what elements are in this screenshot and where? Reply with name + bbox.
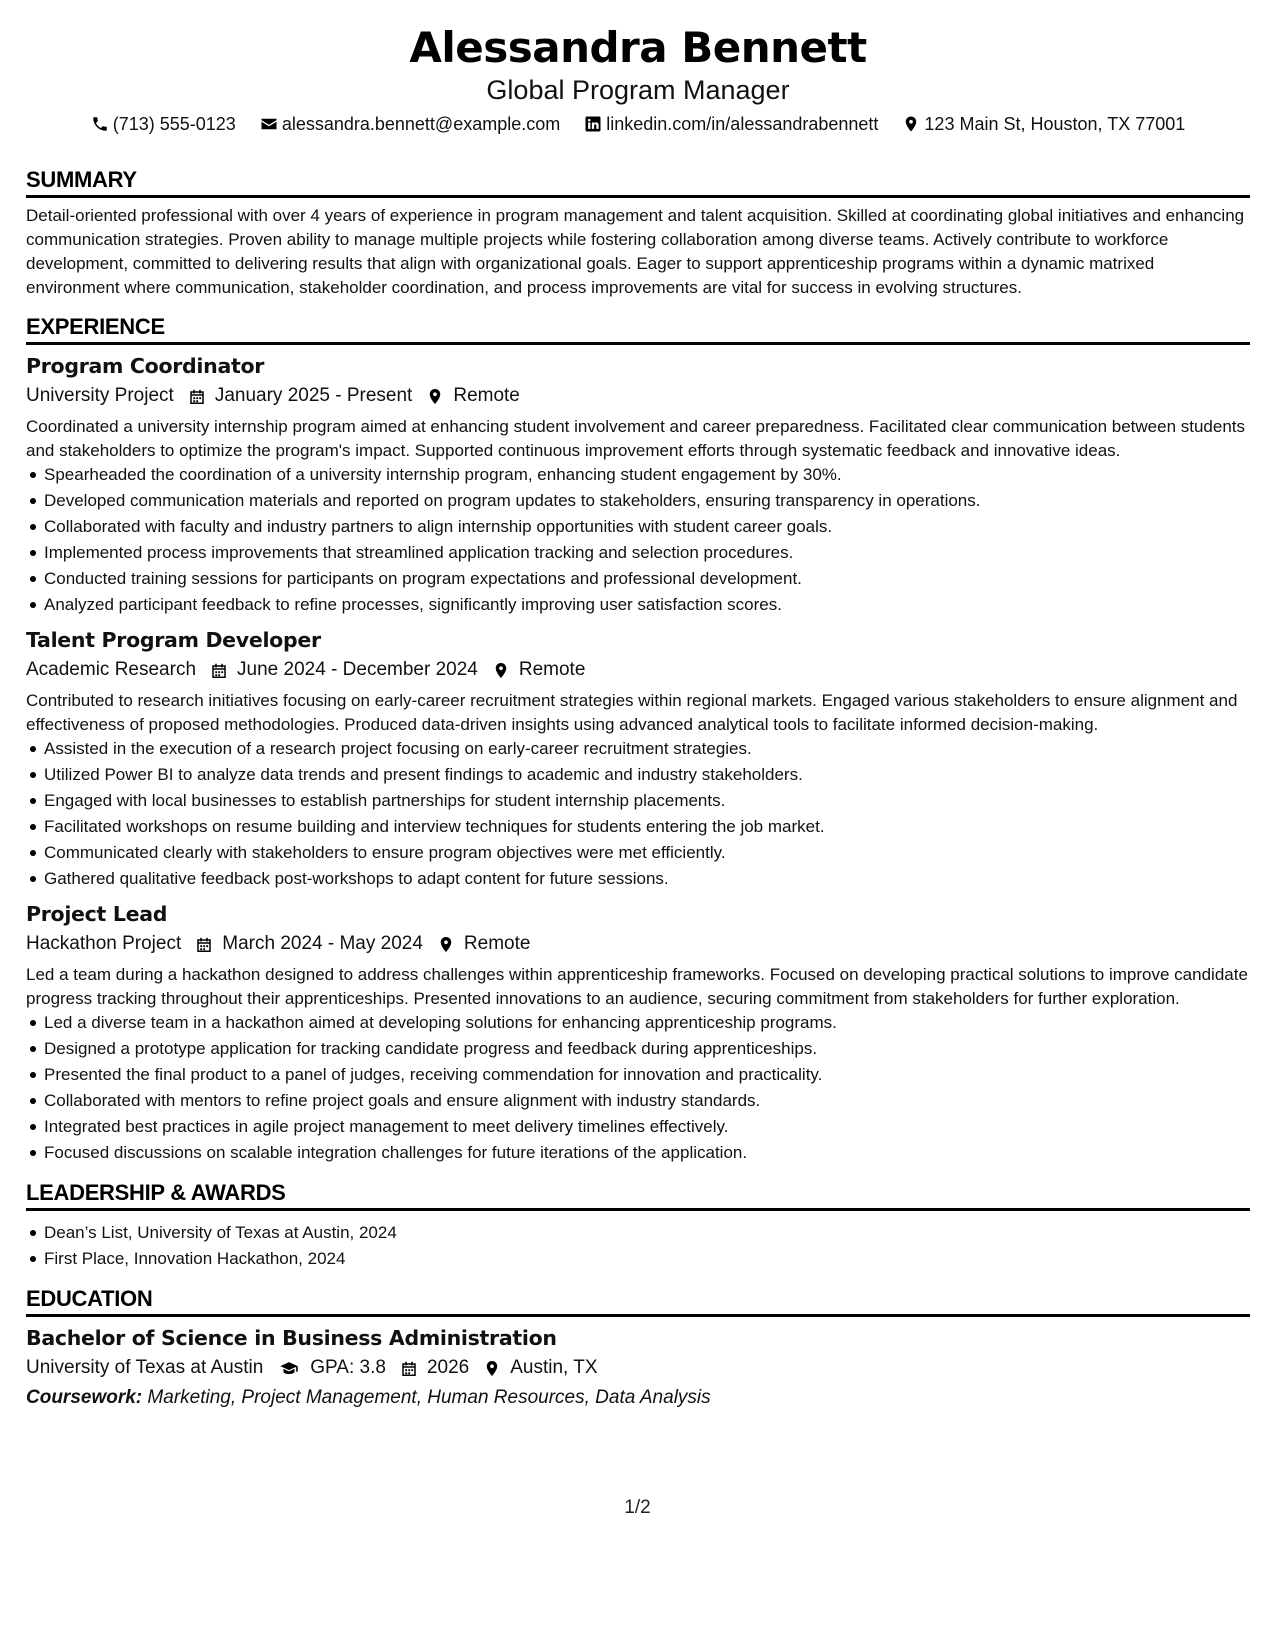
- map-pin-icon: [426, 387, 444, 406]
- awards-heading: LEADERSHIP & AWARDS: [26, 1179, 1250, 1211]
- candidate-title: Global Program Manager: [486, 75, 790, 105]
- job-meta: [26, 929, 1250, 959]
- list-item: Communicated clearly with stakeholders to ensure program objectives were met efficiently.: [26, 840, 1250, 866]
- page-number: 1/2: [624, 1497, 651, 1518]
- map-pin-icon: [902, 115, 920, 133]
- degree-title: Bachelor of Science in Business Administration: [26, 1326, 557, 1350]
- graduation-cap-icon: [277, 1359, 301, 1378]
- coursework-line: [26, 1383, 1250, 1413]
- job-description: Led a team during a hackathon designed to address challenges within apprenticeship frameworks. Focused on developing practical solutions to improve candidate progress tracking throughout their apprenticeships. Presented innovations to an audience, securing commitment from stakeholders for further exploration.: [26, 965, 1248, 1008]
- list-item: Spearheaded the coordination of a university internship program, enhancing student engagement by 30%.: [26, 462, 1250, 488]
- list-item: Designed a prototype application for tracking candidate progress and feedback during apprenticeships.: [26, 1036, 1250, 1062]
- job-location: Remote: [463, 933, 531, 954]
- job-description: Contributed to research initiatives focusing on early-career recruitment strategies within regional markets. Engaged various stakeholders to ensure alignment and effectiveness of proposed methodologies. Produced data-driven insights using advanced analytical tools to facilitate informed decision-making.: [26, 691, 1238, 734]
- phone-text: (713) 555-0123: [112, 114, 236, 134]
- map-pin-icon: [492, 661, 510, 680]
- job-entry: [26, 625, 1250, 892]
- job-org: University Project: [26, 385, 174, 406]
- list-item: Dean’s List, University of Texas at Austin, 2024: [26, 1220, 1250, 1246]
- list-item: Developed communication materials and reported on program updates to stakeholders, ensuring transparency in operations.: [26, 488, 1250, 514]
- education-section: [26, 1285, 1250, 1413]
- summary-section: [26, 166, 1250, 300]
- gpa-text: GPA: 3.8: [310, 1357, 386, 1378]
- summary-heading: SUMMARY: [26, 166, 1250, 198]
- list-item: Analyzed participant feedback to refine processes, significantly improving user satisfaction scores.: [26, 592, 1250, 618]
- contact-bar: [26, 112, 1250, 136]
- job-org: Hackathon Project: [26, 933, 182, 954]
- resume-header: [26, 0, 1250, 136]
- contact-email[interactable]: [260, 112, 560, 136]
- education-heading: EDUCATION: [26, 1285, 1250, 1317]
- job-org: Academic Research: [26, 659, 197, 680]
- list-item: Assisted in the execution of a research project focusing on early-career recruitment strategies.: [26, 736, 1250, 762]
- school-name: University of Texas at Austin: [26, 1357, 264, 1378]
- list-item: Facilitated workshops on resume building and interview techniques for students entering the job market.: [26, 814, 1250, 840]
- list-item: Focused discussions on scalable integration challenges for future iterations of the application.: [26, 1140, 1250, 1166]
- job-entry: [26, 351, 1250, 618]
- job-meta: [26, 381, 1250, 411]
- contact-phone[interactable]: [91, 112, 236, 136]
- resume-page: [26, 0, 1250, 1413]
- calendar-icon: [188, 387, 206, 406]
- coursework-text: Marketing, Project Management, Human Resources, Data Analysis: [147, 1387, 711, 1408]
- coursework-label: Coursework:: [26, 1387, 143, 1408]
- phone-icon: [91, 115, 109, 133]
- list-item: Conducted training sessions for participants on program expectations and professional development.: [26, 566, 1250, 592]
- list-item: Integrated best practices in agile project management to meet delivery timelines effectively.: [26, 1114, 1250, 1140]
- calendar-icon: [195, 935, 213, 954]
- job-dates: March 2024 - May 2024: [222, 933, 423, 954]
- list-item: Implemented process improvements that streamlined application tracking and selection procedures.: [26, 540, 1250, 566]
- job-bullets: [26, 1010, 1250, 1166]
- candidate-name: Alessandra Bennett: [409, 23, 867, 72]
- job-entry: [26, 899, 1250, 1166]
- linkedin-icon: [584, 115, 602, 133]
- education-location: Austin, TX: [510, 1357, 598, 1378]
- job-location: Remote: [518, 659, 586, 680]
- list-item: Engaged with local businesses to establish partnerships for student internship placements.: [26, 788, 1250, 814]
- list-item: First Place, Innovation Hackathon, 2024: [26, 1246, 1250, 1272]
- job-meta: [26, 655, 1250, 685]
- graduation-year: 2026: [426, 1357, 470, 1378]
- calendar-icon: [400, 1359, 418, 1378]
- map-pin-icon: [437, 935, 455, 954]
- list-item: Presented the final product to a panel of judges, receiving commendation for innovation and practicality.: [26, 1062, 1250, 1088]
- envelope-icon: [260, 115, 278, 133]
- job-dates: June 2024 - December 2024: [237, 659, 478, 680]
- job-title: Program Coordinator: [26, 354, 265, 378]
- job-location: Remote: [453, 385, 520, 406]
- job-bullets: [26, 736, 1250, 892]
- list-item: Collaborated with faculty and industry partners to align internship opportunities with student career goals.: [26, 514, 1250, 540]
- contact-address[interactable]: [902, 112, 1185, 136]
- contact-linkedin[interactable]: [584, 112, 878, 136]
- job-title: Project Lead: [26, 902, 168, 926]
- calendar-icon: [210, 661, 228, 680]
- linkedin-text: linkedin.com/in/alessandrabennett: [606, 114, 879, 134]
- experience-heading: EXPERIENCE: [26, 313, 1250, 345]
- experience-section: [26, 313, 1250, 1166]
- list-item: Collaborated with mentors to refine project goals and ensure alignment with industry standards.: [26, 1088, 1250, 1114]
- address-text: 123 Main St, Houston, TX 77001: [924, 114, 1186, 134]
- map-pin-icon: [483, 1359, 501, 1378]
- awards-section: [26, 1179, 1250, 1272]
- awards-list: [26, 1220, 1250, 1272]
- list-item: Gathered qualitative feedback post-workshops to adapt content for future sessions.: [26, 866, 1250, 892]
- job-dates: January 2025 - Present: [214, 385, 413, 406]
- education-meta: [26, 1353, 1250, 1383]
- email-text: alessandra.bennett@example.com: [281, 114, 561, 134]
- summary-text: Detail-oriented professional with over 4 years of experience in program management and talent acquisition. Skilled at coordinating global initiatives and enhancing communication strategies. Proven ability to manage multiple projects while fostering collaboration among diverse teams. Actively contribute to workforce development, committed to delivering results that align with organizational goals. Eager to support apprenticeship programs within a dynamic matrixed environment where communication, stakeholder coordination, and process improvements are vital for success in evolving structures.: [26, 206, 1245, 297]
- job-description: Coordinated a university internship program aimed at enhancing student involvement and career preparedness. Facilitated clear communication between students and stakeholders to optimize the program's impact. Supported continuous improvement efforts through systematic feedback and innovative ideas.: [26, 417, 1246, 460]
- list-item: Utilized Power BI to analyze data trends and present findings to academic and industry stakeholders.: [26, 762, 1250, 788]
- job-title: Talent Program Developer: [26, 628, 321, 652]
- list-item: Led a diverse team in a hackathon aimed at developing solutions for enhancing apprenticeship programs.: [26, 1010, 1250, 1036]
- job-bullets: [26, 462, 1250, 618]
